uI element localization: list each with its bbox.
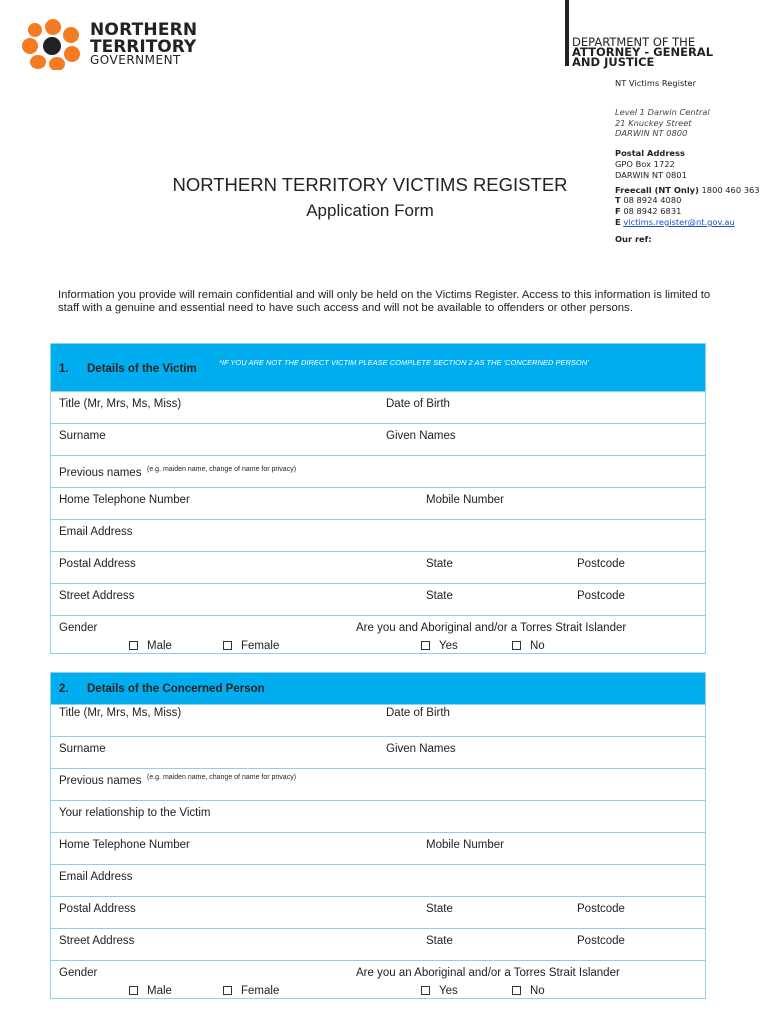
section-number: 2. (59, 683, 69, 695)
email-line (615, 217, 765, 228)
email-link[interactable]: victims.register@nt.gov.au (623, 216, 735, 227)
yes-label: Yes (439, 640, 458, 652)
female-label: Female (241, 985, 280, 997)
surname-field-label: Surname (59, 743, 106, 755)
name-row[interactable] (51, 736, 705, 768)
freecall-line (615, 185, 765, 196)
yes-option[interactable] (421, 985, 458, 997)
freecall-number: 1800 460 363 (701, 184, 760, 195)
telephone-label: T (615, 195, 621, 206)
email-row[interactable] (51, 519, 705, 551)
postcode-label: Postcode (577, 903, 625, 915)
previous-names-note: (e.g. maiden name, change of name for privacy) (147, 774, 297, 781)
street-address-line-1: Level 1 Darwin Central (615, 106, 710, 117)
checkbox-icon[interactable] (223, 986, 232, 995)
male-option[interactable] (129, 985, 172, 997)
phone-row[interactable] (51, 487, 705, 519)
gender-row (51, 960, 705, 998)
given-names-field-label: Given Names (386, 743, 456, 755)
aboriginal-question-label: Are you an Aboriginal and/or a Torres Strait Islander (356, 967, 620, 979)
dob-field-label: Date of Birth (386, 398, 450, 410)
postcode-label: Postcode (577, 935, 625, 947)
previous-names-label: Previous names (59, 467, 142, 479)
gender-label: Gender (59, 967, 98, 979)
yes-option[interactable] (421, 640, 458, 652)
logo-text-government: GOVERNMENT (90, 53, 181, 67)
female-label: Female (241, 640, 280, 652)
title-row[interactable] (51, 391, 705, 423)
home-telephone-label: Home Telephone Number (59, 839, 190, 851)
state-label: State (426, 558, 453, 570)
victim-details-section (50, 343, 706, 654)
surname-field-label: Surname (59, 430, 106, 442)
postal-address-row[interactable] (51, 896, 705, 928)
email-row[interactable] (51, 864, 705, 896)
telephone-number: 08 8924 4080 (623, 195, 682, 206)
checkbox-icon[interactable] (512, 986, 521, 995)
female-option[interactable] (223, 985, 279, 997)
given-names-field-label: Given Names (386, 430, 456, 442)
relationship-label: Your relationship to the Victim (59, 807, 211, 819)
fax-line (615, 206, 765, 217)
title-field-label: Title (Mr, Mrs, Ms, Miss) (59, 707, 182, 719)
postcode-label: Postcode (577, 558, 625, 570)
previous-names-label: Previous names (59, 775, 142, 787)
postal-address-line-1: GPO Box 1722 (615, 158, 675, 169)
freecall-label: Freecall (NT Only) (615, 184, 699, 195)
postal-address-row[interactable] (51, 551, 705, 583)
previous-names-note: (e.g. maiden name, change of name for privacy) (147, 466, 297, 473)
previous-names-row[interactable] (51, 455, 705, 487)
street-address-label: Street Address (59, 935, 135, 947)
dob-field-label: Date of Birth (386, 707, 450, 719)
page-subtitle: Application Form (306, 201, 434, 220)
checkbox-icon[interactable] (223, 641, 232, 650)
department-divider (565, 0, 569, 66)
checkbox-icon[interactable] (421, 641, 430, 650)
state-label: State (426, 590, 453, 602)
department-name (572, 37, 762, 67)
street-address-row[interactable] (51, 583, 705, 615)
no-label: No (530, 640, 545, 652)
page-title: NORTHERN TERRITORY VICTIMS REGISTER (172, 174, 568, 195)
logo-text-northern: NORTHERN (90, 20, 198, 40)
title-field-label: Title (Mr, Mrs, Ms, Miss) (59, 398, 182, 410)
email-address-label: Email Address (59, 871, 133, 883)
telephone-line (615, 195, 765, 206)
register-name: NT Victims Register (615, 78, 697, 88)
section-header (51, 344, 705, 391)
male-label: Male (147, 985, 172, 997)
fax-label: F (615, 206, 621, 217)
section-header (51, 673, 705, 704)
mobile-number-label: Mobile Number (426, 839, 504, 851)
previous-names-row[interactable] (51, 768, 705, 800)
checkbox-icon[interactable] (129, 641, 138, 650)
nt-government-logo (20, 18, 220, 70)
department-line-1: DEPARTMENT OF THE (572, 35, 696, 49)
checkbox-icon[interactable] (129, 986, 138, 995)
section-title: Details of the Victim (87, 363, 197, 375)
male-label: Male (147, 640, 172, 652)
yes-label: Yes (439, 985, 458, 997)
street-address-row[interactable] (51, 928, 705, 960)
our-ref-label: Our ref: (615, 233, 652, 244)
mobile-number-label: Mobile Number (426, 494, 504, 506)
female-option[interactable] (223, 640, 279, 652)
no-option[interactable] (512, 640, 545, 652)
phone-row[interactable] (51, 832, 705, 864)
title-row[interactable] (51, 704, 705, 736)
gender-label: Gender (59, 622, 98, 634)
nt-flower-icon (20, 18, 86, 70)
email-address-label: Email Address (59, 526, 133, 538)
relationship-row[interactable] (51, 800, 705, 832)
logo-text-territory: TERRITORY (90, 37, 197, 57)
department-line-3: AND JUSTICE (572, 55, 655, 69)
intro-paragraph: Information you provide will remain confidential and will only be held on the Victims Register. Access to this information is limited to staff with a genuine and essential need to have such access and will not be available to offenders or other persons. (58, 289, 711, 315)
checkbox-icon[interactable] (512, 641, 521, 650)
checkbox-icon[interactable] (421, 986, 430, 995)
postal-address-label: Postal Address (615, 148, 685, 159)
fax-number: 08 8942 6831 (623, 206, 682, 217)
aboriginal-question-label: Are you and Aboriginal and/or a Torres Strait Islander (356, 622, 627, 634)
name-row[interactable] (51, 423, 705, 455)
state-label: State (426, 903, 453, 915)
section-number: 1. (59, 363, 69, 375)
postal-address-label: Postal Address (59, 558, 136, 570)
state-label: State (426, 935, 453, 947)
department-line-2: ATTORNEY - GENERAL (572, 45, 714, 59)
home-telephone-label: Home Telephone Number (59, 494, 190, 506)
postal-address-label: Postal Address (59, 903, 136, 915)
section-note: *IF YOU ARE NOT THE DIRECT VICTIM PLEASE COMPLETE SECTION 2 AS THE 'CONCERNED PERSON' (219, 358, 589, 367)
street-address-line-2: 21 Knuckey Street (615, 117, 692, 128)
street-address-label: Street Address (59, 590, 135, 602)
email-label: E (615, 216, 621, 227)
street-address-line-3: DARWIN NT 0800 (615, 128, 688, 139)
no-label: No (530, 985, 545, 997)
section-title: Details of the Concerned Person (87, 683, 265, 695)
male-option[interactable] (129, 640, 172, 652)
concerned-person-section (50, 672, 706, 999)
postcode-label: Postcode (577, 590, 625, 602)
no-option[interactable] (512, 985, 545, 997)
postal-address-line-2: DARWIN NT 0801 (615, 169, 687, 180)
gender-row (51, 615, 705, 653)
contact-details (615, 78, 765, 245)
